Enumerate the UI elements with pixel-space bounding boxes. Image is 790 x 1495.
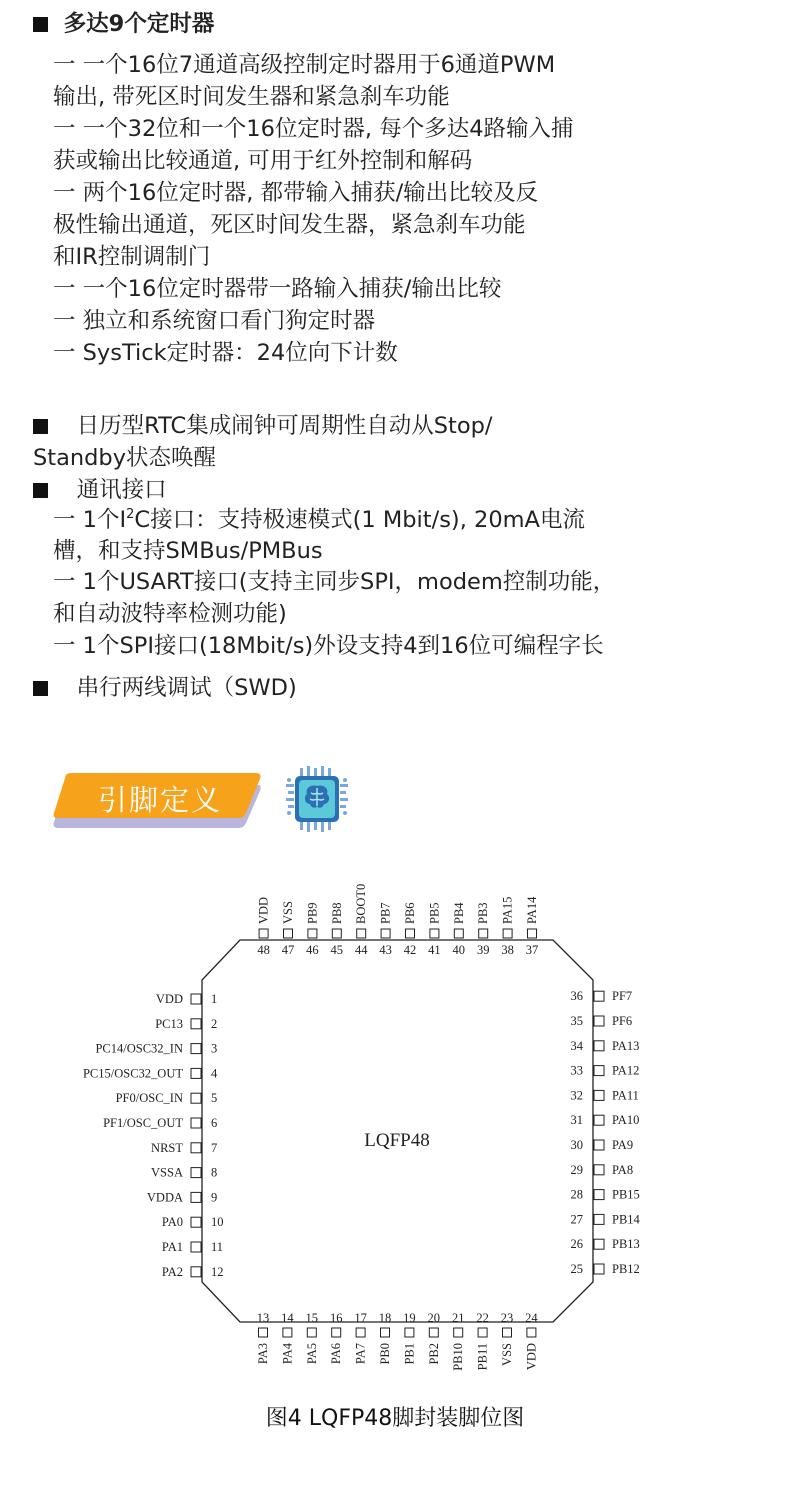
pin-number-label: 24	[525, 1311, 538, 1325]
pin-number-label: 1	[211, 992, 218, 1006]
pin-number-label: 33	[570, 1063, 583, 1078]
pin-pad	[191, 1217, 201, 1227]
pin-name-label: VSS	[500, 1343, 514, 1366]
pin-pad	[332, 1328, 341, 1337]
timers-line-5: 一 两个16位定时器, 都带输入捕获/输出比较及反	[53, 180, 539, 206]
pin-number-label: 21	[451, 1311, 465, 1325]
timers-heading	[33, 9, 214, 39]
pin-name-label: PA0	[161, 1215, 183, 1230]
pin-number-label: 6	[211, 1116, 218, 1130]
pin-number-label: 16	[329, 1311, 343, 1325]
pin-number-label: 40	[452, 943, 466, 957]
pin-number-label: 14	[281, 1311, 294, 1325]
pin-number-label: 48	[257, 943, 270, 957]
pin-pad	[191, 1019, 201, 1029]
pin-pad	[503, 929, 512, 938]
pin-name-label: PF1/OSC_OUT	[103, 1116, 183, 1130]
pin-pad	[594, 1165, 604, 1175]
pin-number-label: 41	[428, 943, 441, 957]
pin-number-label: 23	[500, 1311, 514, 1325]
pin-name-label: PA4	[280, 1343, 295, 1365]
pin-number-label: 3	[211, 1041, 218, 1056]
pin-pad	[454, 1328, 463, 1337]
pin-number-label: 42	[403, 943, 417, 957]
pin-pad	[357, 929, 366, 938]
bullet-square-icon	[33, 483, 48, 498]
timers-line-7: 和IR控制调制门	[53, 244, 211, 270]
pin-name-label: PB5	[427, 902, 442, 924]
comm-i2c-line-2: 槽，和支持SMBus/PMBus	[53, 538, 323, 564]
pin-name-label: PB1	[402, 1343, 417, 1365]
pin-name-label: PB15	[612, 1187, 640, 1202]
pin-name-label: PB12	[612, 1262, 640, 1276]
pin-pad	[259, 1328, 268, 1337]
comm-heading	[33, 475, 167, 505]
lqfp48-pinout-diagram	[0, 860, 790, 1400]
pin-name-label: PB11	[475, 1343, 490, 1371]
comm-i2c-prefix: 一 1个I	[53, 507, 127, 533]
pin-pad	[191, 1044, 201, 1054]
pin-name-label: PA12	[612, 1063, 640, 1078]
pin-number-label: 35	[570, 1014, 583, 1028]
pin-pad	[478, 1328, 487, 1337]
pin-name-label: PA3	[256, 1343, 270, 1365]
pin-pad	[191, 1267, 201, 1277]
pin-pad	[503, 1328, 512, 1337]
pin-name-label: PB4	[451, 902, 466, 924]
pin-number-label: 7	[211, 1140, 218, 1155]
pin-pad	[594, 1214, 604, 1224]
pin-name-label: VDDA	[146, 1190, 183, 1205]
rtc-line-1-text: 日历型RTC集成闹钟可周期性自动从Stop/	[76, 413, 493, 439]
pin-pad	[191, 1168, 201, 1178]
pin-pad	[381, 1328, 390, 1337]
pin-number-label: 43	[379, 943, 392, 957]
rtc-line-1	[33, 411, 492, 441]
comm-i2c-rest: C接口：支持极速模式(1 Mbit/s), 20mA电流	[134, 507, 585, 533]
timers-line-1: 一 一个16位7通道高级控制定时器用于6通道PWM	[53, 52, 556, 78]
pin-number-label: 30	[570, 1138, 583, 1152]
swd-heading	[33, 673, 297, 703]
pin-name-label: VSS	[281, 901, 295, 924]
pin-pad	[332, 929, 341, 938]
pin-name-label: BOOT0	[354, 883, 369, 924]
pin-pad	[594, 1016, 604, 1026]
figure-caption: 图4 LQFP48脚封装脚位图	[265, 1406, 525, 1431]
banner-label: 引脚定义	[98, 783, 223, 817]
pin-number-label: 45	[330, 943, 344, 957]
pin-pad	[594, 991, 604, 1001]
pin-pad	[479, 929, 488, 938]
pin-pad	[307, 1328, 316, 1337]
pin-pad	[429, 1328, 438, 1337]
pin-number-label: 9	[211, 1190, 218, 1205]
pin-number-label: 18	[378, 1311, 392, 1325]
pin-number-label: 27	[570, 1212, 583, 1227]
pin-name-label: PF6	[612, 1014, 633, 1028]
comm-usart-line-1: 一 1个USART接口(支持主同步SPI，modem控制功能，	[53, 569, 616, 595]
pin-number-label: 47	[281, 943, 295, 957]
comm-heading-text: 通讯接口	[76, 477, 167, 503]
pin-name-label: PA9	[612, 1138, 634, 1152]
pin-name-label: PB13	[612, 1237, 640, 1252]
pin-number-label: 38	[501, 943, 514, 957]
pin-name-label: PB2	[426, 1343, 441, 1365]
pin-number-label: 10	[211, 1215, 224, 1230]
pin-number-label: 28	[570, 1187, 583, 1202]
timers-line-3: 一 一个32位和一个16位定时器, 每个多达4路输入捕	[53, 116, 574, 142]
pin-pad	[283, 1328, 292, 1337]
pin-number-label: 12	[211, 1264, 224, 1279]
pin-pad	[528, 929, 537, 938]
pin-name-label: PA8	[612, 1162, 634, 1177]
pin-pad	[191, 994, 201, 1004]
pin-name-label: PA11	[612, 1088, 639, 1103]
pin-pad	[430, 929, 439, 938]
pin-name-label: PB8	[329, 902, 344, 924]
pin-pad	[191, 1192, 201, 1202]
comm-usart-line-2: 和自动波特率检测功能)	[53, 601, 287, 627]
timers-line-10: 一 SysTick定时器：24位向下计数	[53, 340, 398, 366]
pin-name-label: PA13	[612, 1038, 640, 1053]
pin-number-label: 15	[305, 1311, 319, 1325]
pin-pad	[594, 1140, 604, 1150]
timers-heading-text: 多达9个定时器	[63, 11, 215, 37]
pin-name-label: PA14	[525, 896, 539, 924]
pin-pad	[594, 1041, 604, 1051]
pin-name-label: PB3	[476, 902, 491, 924]
pin-pad	[594, 1264, 604, 1274]
pin-pad	[381, 929, 390, 938]
pin-pad	[308, 929, 317, 938]
chip-brain-icon	[286, 766, 348, 834]
comm-spi-line: 一 1个SPI接口(18Mbit/s)外设支持4到16位可编程字长	[53, 633, 604, 659]
pin-number-label: 31	[570, 1113, 583, 1128]
pin-pad	[356, 1328, 365, 1337]
pin-name-label: PC15/OSC32_OUT	[82, 1066, 183, 1081]
pin-number-label: 22	[476, 1311, 489, 1325]
pin-pad	[191, 1068, 201, 1078]
pin-name-label: PF0/OSC_IN	[115, 1091, 183, 1106]
pin-name-label: VDD	[256, 896, 271, 924]
pin-pad	[594, 1115, 604, 1125]
swd-heading-text: 串行两线调试（SWD)	[76, 675, 297, 701]
pin-pad	[594, 1190, 604, 1200]
pin-name-label: PA7	[353, 1343, 368, 1365]
pin-pad	[191, 1093, 201, 1103]
pin-name-label: PB14	[612, 1212, 640, 1227]
timers-line-2: 输出, 带死区时间发生器和紧急刹车功能	[53, 84, 450, 110]
pin-number-label: 17	[354, 1311, 367, 1325]
pin-pad	[191, 1118, 201, 1128]
pin-pad	[406, 929, 415, 938]
pin-pad	[405, 1328, 414, 1337]
pin-name-label: NRST	[151, 1140, 183, 1155]
pin-pad	[527, 1328, 536, 1337]
pin-pad	[594, 1090, 604, 1100]
rtc-line-2: Standby状态唤醒	[33, 445, 217, 471]
pin-name-label: PA1	[161, 1240, 183, 1254]
timers-line-8: 一 一个16位定时器带一路输入捕获/输出比较	[53, 276, 502, 302]
timers-line-9: 一 独立和系统窗口看门狗定时器	[53, 308, 376, 334]
pin-number-label: 25	[570, 1262, 583, 1276]
pin-name-label: PA10	[612, 1113, 640, 1128]
pin-pad	[594, 1239, 604, 1249]
pin-pad	[284, 929, 293, 938]
bullet-square-icon	[33, 17, 48, 32]
pin-name-label: PB6	[403, 902, 417, 924]
pin-number-label: 34	[570, 1038, 583, 1053]
pin-name-label: PA6	[329, 1343, 344, 1365]
pin-number-label: 11	[211, 1240, 224, 1254]
pin-number-label: 46	[306, 943, 319, 957]
package-label: LQFP48	[364, 1130, 430, 1151]
pin-pad	[259, 929, 268, 938]
pin-number-label: 29	[570, 1162, 583, 1177]
pin-name-label: PB10	[451, 1343, 466, 1371]
pin-name-label: PF7	[612, 989, 633, 1004]
pin-pad	[191, 1143, 201, 1153]
pin-number-label: 36	[570, 989, 583, 1004]
pin-name-label: PC13	[155, 1016, 183, 1031]
bullet-square-icon	[33, 681, 48, 696]
pin-pad	[191, 1242, 201, 1252]
pin-name-label: VDD	[524, 1343, 539, 1371]
pin-number-label: 26	[570, 1237, 583, 1252]
pin-name-label: PB7	[378, 902, 393, 924]
pin-number-label: 2	[211, 1016, 218, 1031]
timers-line-6: 极性输出通道，死区时间发生器，紧急刹车功能	[53, 212, 526, 238]
pin-number-label: 5	[211, 1091, 218, 1106]
pin-name-label: PB9	[305, 902, 320, 924]
pin-name-label: PA5	[304, 1343, 319, 1365]
pin-number-label: 20	[427, 1311, 441, 1325]
pin-number-label: 44	[354, 943, 368, 957]
pin-number-label: 37	[525, 943, 539, 957]
pin-number-label: 32	[570, 1088, 583, 1103]
pin-number-label: 39	[476, 943, 490, 957]
comm-i2c-superscript: 2	[126, 507, 135, 522]
bullet-square-icon	[33, 419, 48, 434]
pin-number-label: 13	[256, 1311, 270, 1325]
pin-name-label: VSSA	[151, 1165, 183, 1180]
pin-name-label: VDD	[155, 992, 183, 1006]
pin-name-label: PA2	[161, 1264, 183, 1279]
pin-number-label: 19	[403, 1311, 416, 1325]
pin-pad	[594, 1066, 604, 1076]
pin-name-label: PB0	[378, 1343, 392, 1365]
pin-pad	[454, 929, 463, 938]
pin-name-label: PC14/OSC32_IN	[95, 1041, 183, 1056]
timers-line-4: 获或输出比较通道, 可用于红外控制和解码	[53, 148, 473, 174]
pin-number-label: 8	[211, 1165, 218, 1180]
comm-i2c-line-1	[53, 505, 585, 535]
pin-number-label: 4	[211, 1066, 218, 1081]
pin-name-label: PA15	[500, 896, 515, 924]
